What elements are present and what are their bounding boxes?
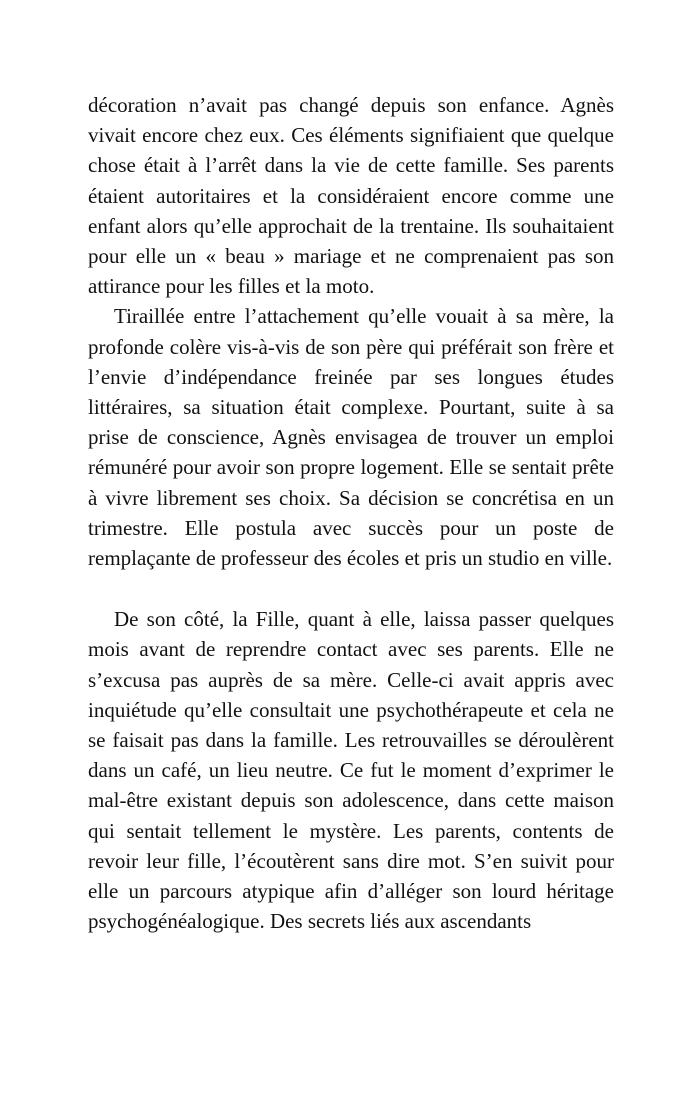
paragraph-continuation: décoration n’avait pas changé depuis son enfance. Agnès vivait encore chez eux. Ces éléments signifiaient que quelque chose était à l’arrêt dans la vie de cette famille. Ses parents étaient autoritaires et la considéraient encore comme une enfant alors qu’elle approchait de la trentaine. Ils souhaitaient pour elle un « beau » mariage et ne comprenaient pas son attirance pour les filles et la moto. bbox=[88, 93, 614, 299]
paragraph-la-fille: De son côté, la Fille, quant à elle, laissa passer quelques mois avant de reprendre contact avec ses parents. Elle ne s’excusa pas auprès de sa mère. Celle-ci avait appris avec inquiétude qu’elle consultait une psychothérapeute et cela ne se faisait pas dans la famille. Les retrouvailles se déroulèrent dans un café, un lieu neutre. Ce fut le moment d’exprimer le mal-être existant depuis son adolescence, dans cette maison qui sentait tellement le mystère. Les parents, contents de revoir leur fille, l’écoutèrent sans dire mot. S’en suivit pour elle un parcours atypique afin d’alléger son lourd héritage psychogénéalogique. Des secrets liés aux ascendants bbox=[88, 607, 614, 934]
book-page bbox=[88, 90, 614, 936]
paragraph-agnes-situation: Tiraillée entre l’attachement qu’elle vouait à sa mère, la profonde colère vis-à-vis de son père qui préférait son frère et l’envie d’indépendance freinée par ses longues études littéraires, sa situation était complexe. Pourtant, suite à sa prise de conscience, Agnès envisagea de trouver un emploi rémunéré pour avoir son propre logement. Elle se sentait prête à vivre librement ses choix. Sa décision se concrétisa en un trimestre. Elle postula avec succès pour un poste de remplaçante de professeur des écoles et pris un studio en ville. bbox=[88, 304, 614, 571]
